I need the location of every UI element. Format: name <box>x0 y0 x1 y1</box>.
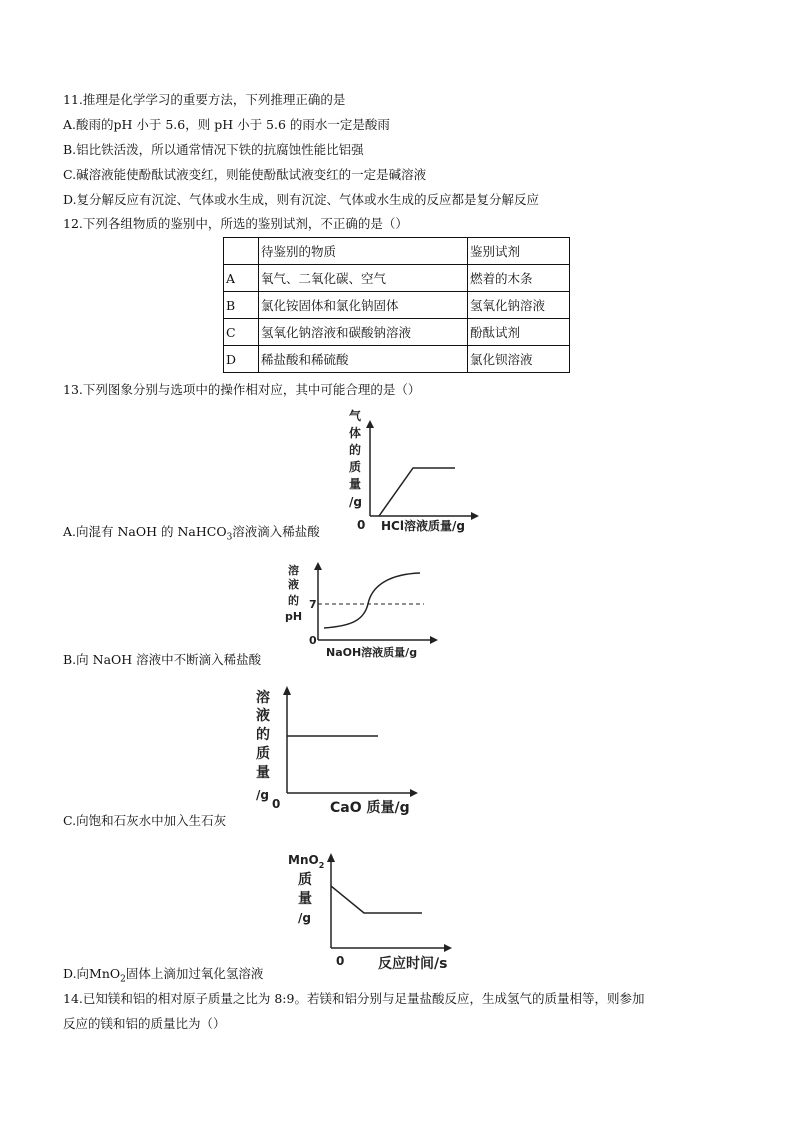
table-cell: C <box>224 319 259 346</box>
table-cell: D <box>224 346 259 373</box>
ph-curve <box>324 573 420 628</box>
y-label-char: 溶 <box>256 690 270 706</box>
q12-stem: 12.下列各组物质的鉴别中，所选的鉴别试剂，不正确的是（） <box>63 216 408 231</box>
y-label-char: /g <box>298 911 311 925</box>
q11-option-a: A.酸雨的pH 小于 5.6，则 pH 小于 5.6 的雨水一定是酸雨 <box>63 117 390 132</box>
y-label-char: 液 <box>288 578 299 591</box>
y-label-char: 量 <box>349 477 362 491</box>
y-label-char: 质 <box>256 746 270 762</box>
x-axis-label: 反应时间/s <box>378 956 448 972</box>
y-label-char: 质 <box>298 872 312 888</box>
graph-b <box>282 560 462 660</box>
y-axis-arrow <box>327 853 335 862</box>
y-label-char: /g <box>349 495 362 509</box>
table-cell: 氯化钡溶液 <box>468 346 570 373</box>
option-d-text: D.向MnO <box>63 966 121 981</box>
table-row <box>224 292 570 319</box>
option-d-subscript: 2 <box>120 974 126 985</box>
table-header-cell: 鉴别试剂 <box>468 238 570 265</box>
x-axis-label: HCl溶液质量/g <box>381 519 465 533</box>
mno2-mass-curve <box>331 886 422 913</box>
graph-d-svg <box>286 850 466 974</box>
table-cell: 氧气、二氧化碳、空气 <box>259 265 468 292</box>
y-label-char: 的 <box>288 594 299 607</box>
x-axis-arrow <box>471 512 479 520</box>
table-row <box>224 238 570 265</box>
x-axis-arrow <box>430 636 438 644</box>
graph-b-svg <box>282 560 462 660</box>
y-label-mno: MnO <box>288 853 319 867</box>
q14-line2: 反应的镁和铝的质量比为（） <box>63 1016 226 1031</box>
y-axis-arrow <box>314 562 322 570</box>
y-label-char: 体 <box>349 426 362 440</box>
y-label-char: 质 <box>349 460 362 474</box>
q11-option-b: B.铝比铁活泼，所以通常情况下铁的抗腐蚀性能比铝强 <box>63 142 364 157</box>
graph-c <box>252 683 422 819</box>
table-cell: 氢氧化钠溶液和碳酸钠溶液 <box>259 319 468 346</box>
q11-option-c: C.碱溶液能使酚酞试液变红，则能使酚酞试液变红的一定是碱溶液 <box>63 167 427 182</box>
y-label-char: 的 <box>349 443 362 457</box>
q11-stem: 11.推理是化学学习的重要方法，下列推理正确的是 <box>63 92 346 107</box>
y-axis-arrow <box>366 420 374 428</box>
option-a-text: A.向混有 NaOH 的 NaHCO <box>63 524 227 539</box>
table-cell: 稀盐酸和稀硫酸 <box>259 346 468 373</box>
q12-table <box>223 237 570 373</box>
graph-d <box>286 850 466 974</box>
origin-label: 0 <box>357 518 366 532</box>
y-label-char: 溶 <box>288 564 299 577</box>
q13-stem: 13.下列图象分别与选项中的操作相对应，其中可能合理的是（） <box>63 382 421 397</box>
q13-option-a <box>63 523 320 547</box>
y-label-top <box>288 853 324 870</box>
x-axis-arrow <box>410 789 418 797</box>
option-a-text2: 溶液滴入稀盐酸 <box>232 524 320 539</box>
origin-label: 0 <box>309 634 317 647</box>
y-label-char: 量 <box>256 765 270 781</box>
y-label-char: /g <box>256 788 269 802</box>
y-label-char: 液 <box>256 708 270 724</box>
gas-mass-curve <box>379 468 455 516</box>
table-cell: B <box>224 292 259 319</box>
table-cell: 氢氧化钠溶液 <box>468 292 570 319</box>
table-row <box>224 346 570 373</box>
table-cell: 氯化铵固体和氯化钠固体 <box>259 292 468 319</box>
y-label-char: pH <box>285 610 303 623</box>
option-a-subscript: 3 <box>226 532 233 543</box>
q13-option-d <box>63 965 263 989</box>
x-axis-label: CaO 质量/g <box>330 800 410 816</box>
q13-option-c: C.向饱和石灰水中加入生石灰 <box>63 813 227 828</box>
y-label-char: 的 <box>256 727 270 743</box>
q14-line1: 14.已知镁和铝的相对原子质量之比为 8:9。若镁和铝分别与足量盐酸反应，生成氢气的质量相等，则参加 <box>63 991 645 1006</box>
table-cell: 燃着的木条 <box>468 265 570 292</box>
table-row <box>224 265 570 292</box>
y-label-char: 气 <box>349 409 362 423</box>
graph-c-svg <box>252 683 422 819</box>
table-cell: A <box>224 265 259 292</box>
origin-label: 0 <box>336 954 345 968</box>
y-label-subscript: 2 <box>318 861 325 870</box>
y-tick-7: 7 <box>309 598 317 611</box>
y-axis-arrow <box>283 686 291 695</box>
table-row <box>224 319 570 346</box>
q13-option-b: B.向 NaOH 溶液中不断滴入稀盐酸 <box>63 652 262 667</box>
x-axis-arrow <box>444 944 452 952</box>
graph-a-svg <box>335 408 485 538</box>
x-axis-label: NaOH溶液质量/g <box>326 646 418 659</box>
q11-option-d: D.复分解反应有沉淀、气体或水生成，则有沉淀、气体或水生成的反应都是复分解反应 <box>63 192 540 207</box>
y-label-char: 量 <box>298 891 312 907</box>
table-header-cell: 待鉴别的物质 <box>259 238 468 265</box>
table-cell: 酚酞试剂 <box>468 319 570 346</box>
origin-label: 0 <box>272 797 281 811</box>
option-d-text2: 固体上滴加过氧化氢溶液 <box>125 966 264 981</box>
table-cell <box>224 238 259 265</box>
graph-a <box>335 408 485 538</box>
